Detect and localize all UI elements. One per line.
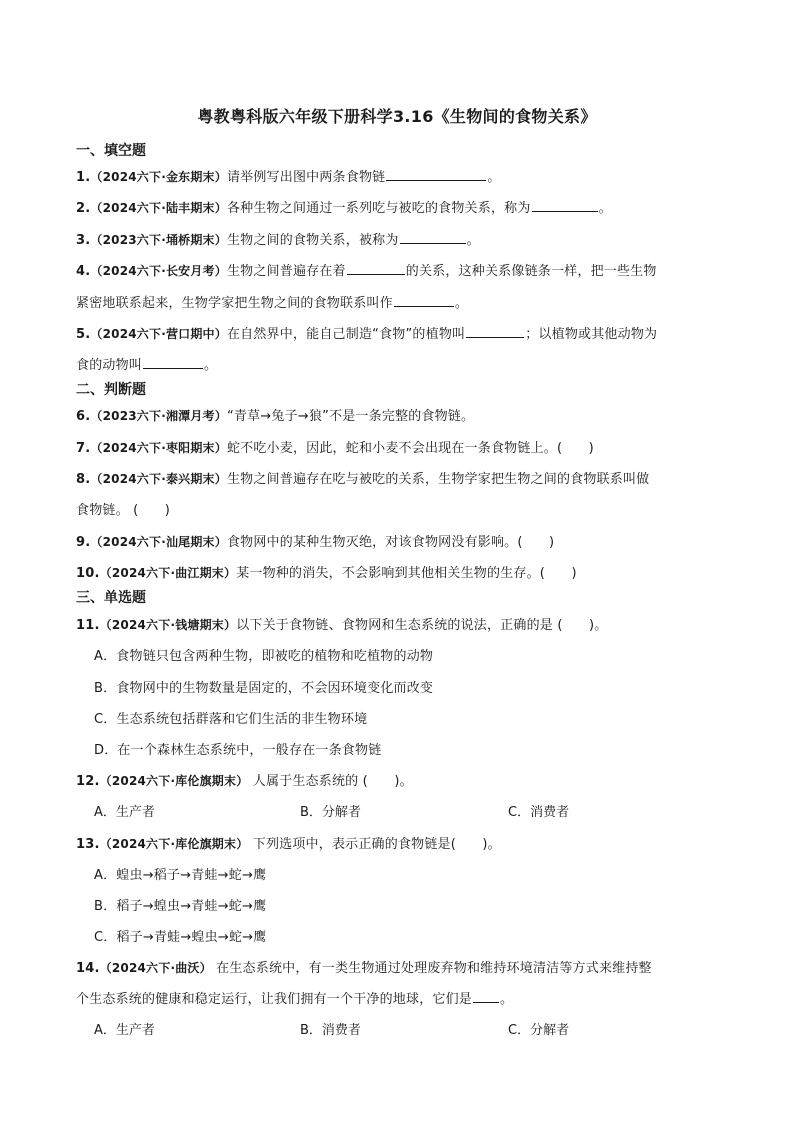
question-number: 8. bbox=[76, 472, 91, 487]
question-5 bbox=[76, 323, 657, 342]
question-number: 3. bbox=[76, 233, 91, 248]
option-c[interactable]: C．消费者 bbox=[508, 805, 570, 820]
question-13 bbox=[76, 833, 501, 852]
question-text: 某一物种的消失，不会影响到其他相关生物的生存。( ) bbox=[236, 566, 577, 581]
option-a[interactable]: A．蝗虫→稻子→青蛙→蛇→鹰 bbox=[94, 868, 267, 883]
option-a[interactable]: A．食物链只包含两种生物，即被吃的植物和吃植物的动物 bbox=[94, 649, 434, 664]
question-text: 紧密地联系起来，生物学家把生物之间的食物联系叫作 bbox=[76, 296, 393, 311]
question-source: （2024六下·枣阳期末） bbox=[90, 441, 227, 455]
question-number: 11. bbox=[76, 618, 100, 633]
answer-blank[interactable] bbox=[386, 168, 486, 181]
answer-blank[interactable] bbox=[466, 325, 524, 338]
answer-blank[interactable] bbox=[347, 262, 405, 275]
question-text: 个生态系统的健康和稳定运行，让我们拥有一个干净的地球，它们是 bbox=[76, 992, 473, 1007]
question-14-cont bbox=[76, 988, 513, 1007]
option-b[interactable]: B．食物网中的生物数量是固定的，不会因环境变化而改变 bbox=[94, 681, 434, 696]
question-text: 下列选项中，表示正确的食物链是( )。 bbox=[248, 837, 501, 852]
page-title: 粤教粤科版六年级下册科学3.16《生物间的食物关系》 bbox=[197, 107, 597, 126]
question-source: （2024六下·汕尾期末） bbox=[90, 535, 227, 549]
answer-blank[interactable] bbox=[394, 294, 454, 307]
question-end: 。 bbox=[598, 201, 612, 216]
question-9 bbox=[76, 531, 554, 550]
question-number: 9. bbox=[76, 535, 91, 550]
question-text: 生物之间的食物关系，被称为 bbox=[226, 233, 399, 248]
question-number: 6. bbox=[76, 409, 91, 424]
question-12 bbox=[76, 770, 413, 789]
question-text: 生物之间普遍存在着 bbox=[226, 264, 346, 279]
question-14 bbox=[76, 957, 652, 976]
option-c[interactable]: C．生态系统包括群落和它们生活的非生物环境 bbox=[94, 712, 368, 727]
question-8 bbox=[76, 468, 649, 487]
question-11 bbox=[76, 614, 607, 633]
question-source: （2024六下·库伦旗期末） bbox=[99, 837, 249, 851]
question-text: 人属于生态系统的 ( )。 bbox=[248, 774, 413, 789]
question-4 bbox=[76, 260, 657, 279]
question-source: （2024六下·营口期中） bbox=[90, 327, 227, 341]
question-number: 7. bbox=[76, 441, 91, 456]
section-fill-in: 一、填空题 bbox=[76, 143, 146, 159]
question-text: 食的动物叫 bbox=[76, 358, 143, 373]
question-text: 在自然界中，能自己制造“食物”的植物叫 bbox=[226, 327, 466, 342]
question-number: 12. bbox=[76, 774, 100, 789]
question-source: （2023六下·湘潭月考） bbox=[90, 409, 227, 423]
question-source: （2024六下·钱塘期末） bbox=[99, 618, 237, 632]
question-10 bbox=[76, 562, 577, 581]
option-b[interactable]: B．稻子→蝗虫→青蛙→蛇→鹰 bbox=[94, 899, 267, 914]
question-source: （2024六下·金东期末） bbox=[90, 170, 227, 184]
option-a[interactable]: A．生产者 bbox=[94, 1023, 155, 1038]
question-text: 请举例写出图中两条食物链 bbox=[226, 170, 386, 185]
question-end: 。 bbox=[487, 170, 501, 185]
question-8-cont: 食物链。 ( ) bbox=[76, 503, 171, 518]
question-source: （2024六下·陆丰期末） bbox=[90, 201, 227, 215]
question-4-cont bbox=[76, 292, 468, 311]
question-text: 在生态系统中，有一类生物通过处理废弃物和维持环境清洁等方式来维持整 bbox=[211, 961, 652, 976]
question-number: 13. bbox=[76, 837, 100, 852]
question-6 bbox=[76, 405, 474, 424]
question-source: （2024六下·库伦旗期末） bbox=[99, 774, 249, 788]
question-end: 。 bbox=[466, 233, 480, 248]
question-text: 各种生物之间通过一系列吃与被吃的食物关系，称为 bbox=[226, 201, 531, 216]
option-c[interactable]: C．分解者 bbox=[508, 1023, 570, 1038]
question-text: ；以植物或其他动物为 bbox=[525, 327, 658, 342]
option-b[interactable]: B．分解者 bbox=[300, 805, 361, 820]
question-number: 5. bbox=[76, 327, 91, 342]
option-c[interactable]: C．稻子→青蛙→蝗虫→蛇→鹰 bbox=[94, 930, 267, 945]
question-7 bbox=[76, 437, 594, 456]
question-text: 蛇不吃小麦，因此，蛇和小麦不会出现在一条食物链上。( ) bbox=[226, 441, 594, 456]
question-number: 10. bbox=[76, 566, 100, 581]
question-text: 生物之间普遍存在吃与被吃的关系，生物学家把生物之间的食物联系叫做 bbox=[226, 472, 650, 487]
question-end: 。 bbox=[500, 992, 514, 1007]
option-a[interactable]: A．生产者 bbox=[94, 805, 155, 820]
question-source: （2024六下·曲江期末） bbox=[99, 566, 237, 580]
answer-blank[interactable] bbox=[143, 356, 203, 369]
question-1 bbox=[76, 166, 501, 185]
question-number: 2. bbox=[76, 201, 91, 216]
question-number: 1. bbox=[76, 170, 91, 185]
question-source: （2024六下·泰兴期末） bbox=[90, 472, 227, 486]
question-source: （2023六下·埇桥期末） bbox=[90, 233, 227, 247]
section-judge: 二、判断题 bbox=[76, 382, 146, 398]
question-source: （2024六下·长安月考） bbox=[90, 264, 227, 278]
answer-blank[interactable] bbox=[532, 199, 598, 212]
question-5-cont bbox=[76, 354, 217, 373]
question-number: 14. bbox=[76, 961, 100, 976]
question-text: 的关系，这种关系像链条一样，把一些生物 bbox=[405, 264, 657, 279]
answer-blank[interactable] bbox=[400, 231, 466, 244]
answer-blank[interactable] bbox=[473, 990, 499, 1003]
question-3 bbox=[76, 229, 480, 248]
question-number: 4. bbox=[76, 264, 91, 279]
section-single-choice: 三、单选题 bbox=[76, 590, 146, 606]
question-text: 以下关于食物链、食物网和生态系统的说法，正确的是 ( )。 bbox=[236, 618, 608, 633]
question-end: 。 bbox=[204, 358, 218, 373]
question-2 bbox=[76, 197, 612, 216]
option-d[interactable]: D．在一个森林生态系统中，一般存在一条食物链 bbox=[94, 743, 382, 758]
question-text: “青草→兔子→狼”不是一条完整的食物链。 bbox=[226, 409, 475, 424]
option-b[interactable]: B．消费者 bbox=[300, 1023, 361, 1038]
question-source: （2024六下·曲沃） bbox=[99, 961, 212, 975]
question-end: 。 bbox=[454, 296, 469, 311]
question-text: 食物网中的某种生物灭绝，对该食物网没有影响。( ) bbox=[226, 535, 555, 550]
